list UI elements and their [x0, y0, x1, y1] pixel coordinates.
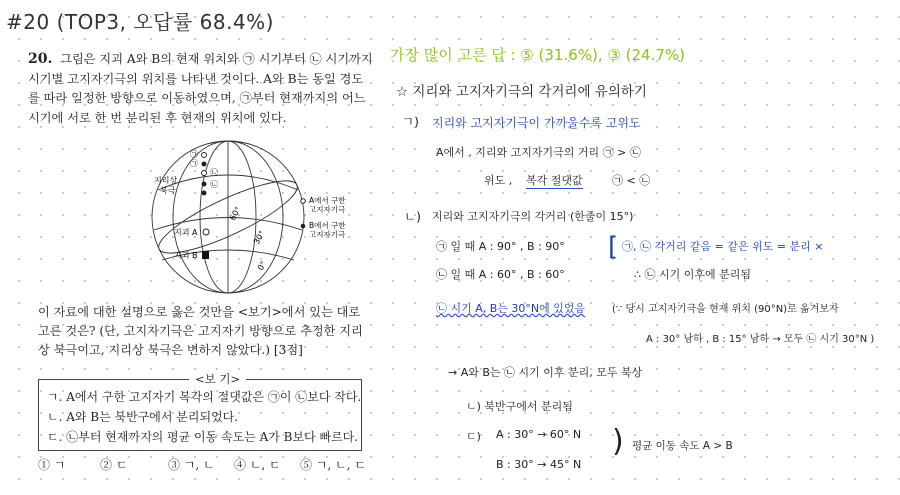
pole-label: ㉠ [190, 150, 198, 159]
choice-5[interactable]: ⑤ ㄱ, ㄴ, ㄷ [300, 458, 366, 472]
question-text: 이 자료에 대한 설명으로 옳은 것만을 <보기>에서 있는 대로 고른 것은? (단, 고지자기극은 고지자기 방향으로 추정한 지리상 북극이고, 지리상 북극은 변하지 않았다.) [3점] [38, 305, 363, 357]
pole-label: ㉡ [210, 180, 218, 189]
section-n-title: 지리와 고지자기극의 각거리 (한줄이 15°) [432, 210, 634, 223]
pole-label: ㉡ [210, 168, 218, 177]
section-g-line-a: A에서 , 지리와 고지자기극의 거리 ㉠ > ㉡ [436, 146, 641, 159]
problem-stem: 그림은 지괴 A와 B의 현재 위치와 ㉠ 시기부터 ㉡ 시기까지 시기별 고지자기극의 위치를 나타낸 것이다. A와 B는 동일 경도를 따라 일정한 방향으로 이동하였으며, ㉠부터 현재까지의 어느 시기에 서로 한 번 분리된 후 현재의 위치에 있다. [28, 52, 373, 125]
brace-icon: ) [612, 424, 624, 459]
lat-0-label: 0° [255, 259, 269, 272]
pole-b-marker [202, 182, 207, 187]
section-d-line-b: B : 30° → 45° N [496, 458, 582, 471]
problem-number: 20. [28, 51, 53, 67]
key-point: ☆ 지리와 고지자기극의 각거리에 유의하기 [396, 84, 647, 100]
section-n-line-2: ㉡ 일 때 A : 60° , B : 60° [436, 268, 565, 281]
pole-label: ㉠ [190, 159, 198, 168]
bogi-title: <보 기> [189, 371, 246, 387]
bogi-box [38, 372, 362, 451]
section-g-line-b3: ㉠ < ㉡ [612, 174, 651, 187]
conclusion-line: → A와 B는 ㉡ 시기 이후 분리, 모두 북상 [448, 366, 643, 379]
section-n-line-1: ㉠ 일 때 A : 90° , B : 90° [436, 240, 565, 253]
section-g-line-b2: 복각 절댓값 [526, 174, 583, 187]
geographic-pole-label: 지리상 [154, 176, 178, 185]
legend-b-label: B에서 구한 [309, 221, 346, 230]
geographic-pole-label-2: 북극 [160, 186, 176, 195]
section-n-label: ㄴ) [404, 209, 421, 224]
choice-1[interactable]: ① ㄱ [38, 458, 66, 472]
block-b-marker [202, 251, 209, 259]
block-a-label: 지괴 A [174, 228, 198, 237]
legend-a-label: A에서 구한 [309, 196, 346, 205]
lat-60-label: 60° [227, 205, 243, 222]
legend-a-label-2: 고지자기극 [309, 205, 346, 214]
legend-b-marker [301, 224, 306, 229]
section-n-line-3b: (∵ 당시 고지자기극을 현재 위치 (90°N)로 옮겨보자 [612, 304, 839, 315]
section-d-label: ㄷ) [466, 430, 481, 443]
legend-b-label-2: 고지자기극 [309, 230, 346, 239]
choice-2[interactable]: ② ㄷ [100, 458, 128, 472]
section-d-line-a: A : 30° → 60° N [496, 428, 582, 441]
choice-4[interactable]: ④ ㄴ, ㄷ [234, 458, 281, 472]
legend-a-marker [301, 199, 306, 204]
bogi-item-1: ㄱ. A에서 구한 고지자기 복각의 절댓값은 ㉠이 ㉡보다 작다. [47, 390, 362, 404]
section-d-side: 평균 이동 속도 A > B [632, 440, 733, 452]
most-common-answer: 가장 많이 고른 답 : ⑤ (31.6%), ③ (24.7%) [390, 46, 686, 64]
bracket-icon: [ [608, 232, 619, 262]
choice-3[interactable]: ③ ㄱ, ㄴ [168, 458, 215, 472]
pole-a-marker [202, 171, 207, 176]
section-l2-line: ㄴ) 북반구에서 분리됨 [466, 400, 573, 413]
problem-text [28, 50, 373, 128]
lat-30-label: 30° [251, 229, 267, 246]
pole-a-marker [202, 153, 207, 158]
section-n-side-1: ㉠, ㉡ 각거리 같음 = 같은 위도 = 분리 × [622, 240, 824, 253]
section-g-title: 지리와 고지자기극이 가까울수록 고위도 [432, 116, 641, 130]
section-n-line-4: A : 30° 남하 , B : 15° 남하 → 모두 ㉡ 시기 30°N ) [646, 334, 875, 345]
section-g-label: ㄱ) [402, 114, 419, 129]
page-header: #20 (TOP3, 오답률 68.4%) [6, 10, 274, 34]
block-b-label: 지괴 B [174, 251, 198, 260]
section-g-line-b1: 위도 , [484, 174, 513, 187]
block-a-marker [203, 229, 209, 235]
bogi-item-3: ㄷ. ㉡부터 현재까지의 평균 이동 속도는 A가 B보다 빠르다. [47, 430, 359, 444]
pole-b-marker [202, 162, 207, 167]
pole-b-marker [202, 191, 207, 196]
paleomagnetic-pole-diagram [118, 135, 378, 297]
section-n-line-3: ㉡ 시기 A, B는 30°N에 있었음 [436, 302, 586, 315]
section-n-side-2: ∴ ㉡ 시기 이후에 분리됨 [634, 268, 751, 281]
bogi-item-2: ㄴ. A와 B는 북반구에서 분리되었다. [47, 410, 239, 424]
